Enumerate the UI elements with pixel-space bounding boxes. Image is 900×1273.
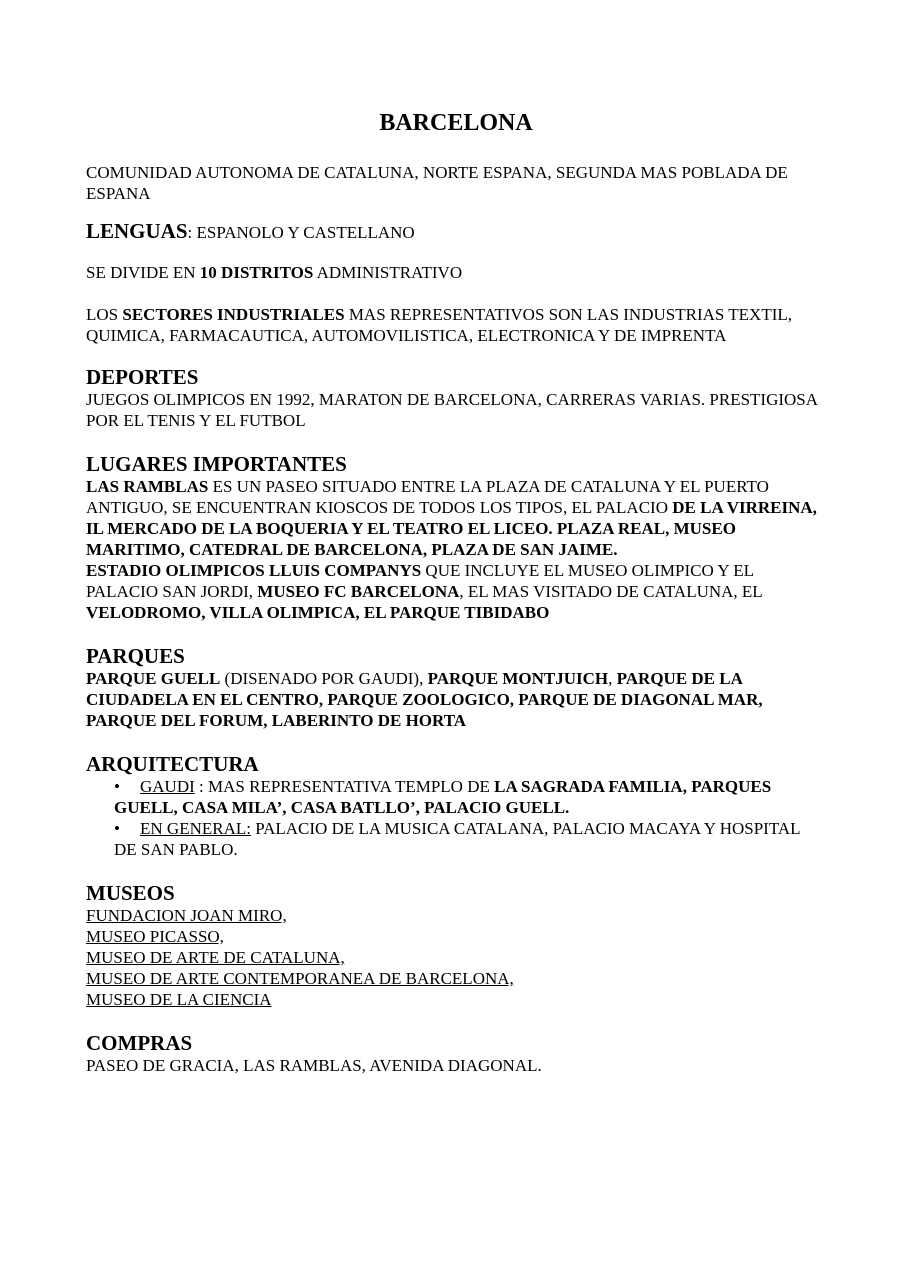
- compras-text: PASEO DE GRACIA, LAS RAMBLAS, AVENIDA DIAGONAL.: [86, 1056, 542, 1075]
- arquitectura-list: [86, 776, 826, 860]
- lugares-heading: LUGARES IMPORTANTES: [86, 452, 347, 476]
- lugares-paragraph-2: [86, 560, 826, 623]
- arquitectura-en-general: EN GENERAL:: [140, 819, 251, 838]
- list-item-text: [114, 818, 826, 860]
- museos-list: [86, 905, 826, 1010]
- lugares-estadio: ESTADIO OLIMPICOS LLUIS COMPANYS: [86, 561, 422, 580]
- document-body: [86, 108, 826, 1076]
- sectores-bold: SECTORES INDUSTRIALES: [122, 305, 345, 324]
- parques-heading: PARQUES: [86, 644, 185, 668]
- arquitectura-i1-bold: LA SAGRADA FAMILIA, PARQUES GUELL, CASA MILA’, CASA BATLLO’, PALACIO GUELL.: [114, 777, 772, 817]
- list-item: MUSEO PICASSO,: [86, 927, 224, 946]
- deportes-text: JUEGOS OLIMPICOS EN 1992, MARATON DE BARCELONA, CARRERAS VARIAS. PRESTIGIOSA POR EL TENIS Y EL FUTBOL: [86, 390, 818, 430]
- arquitectura-gaudi: GAUDI: [140, 777, 195, 796]
- lugares-museo-fc: MUSEO FC BARCELONA: [257, 582, 460, 601]
- lenguas-label: LENGUAS: [86, 219, 188, 243]
- lugares-s1-text: ES UN PASEO SITUADO ENTRE LA PLAZA DE CATALUNA Y EL PUERTO ANTIGUO, SE ENCUENTRAN KIOSCOS DE TODOS LOS TIPOS, EL PALACIO: [86, 477, 769, 517]
- distritos-post: ADMINISTRATIVO: [313, 263, 463, 282]
- list-item: MUSEO DE ARTE CONTEMPORANEA DE BARCELONA,: [86, 969, 514, 988]
- lugares-s2-text2: , EL MAS VISITADO DE CATALUNA, EL: [459, 582, 763, 601]
- list-item-text: [114, 776, 826, 818]
- parques-t2: ,: [608, 669, 617, 688]
- sectores-pre: LOS: [86, 305, 123, 324]
- distritos-paragraph: [86, 262, 826, 283]
- museos-heading: MUSEOS: [86, 881, 175, 905]
- parques-b2: PARQUE MONTJUICH: [427, 669, 609, 688]
- lugares-s2-bold3: VELODROMO, VILLA OLIMPICA, EL PARQUE TIBIDABO: [86, 603, 550, 622]
- parques-t1: (DISENADO POR GAUDI),: [220, 669, 428, 688]
- parques-b3: PARQUE DE LA CIUDADELA EN EL CENTRO, PARQUE ZOOLOGICO, PARQUE DE DIAGONAL MAR, PARQUE DEL FORUM, LABERINTO DE HORTA: [86, 669, 763, 730]
- arquitectura-i2-text: PALACIO DE LA MUSICA CATALANA, PALACIO MACAYA Y HOSPITAL DE SAN PABLO.: [114, 819, 800, 859]
- list-item: MUSEO DE ARTE DE CATALUNA,: [86, 948, 345, 967]
- deportes-heading: DEPORTES: [86, 365, 199, 389]
- parques-b1: PARQUE GUELL: [86, 669, 221, 688]
- sectores-post: MAS REPRESENTATIVOS SON LAS INDUSTRIAS TEXTIL, QUIMICA, FARMACAUTICA, AUTOMOVILISTICA, ELECTRONICA Y DE IMPRENTA: [86, 305, 792, 345]
- lugares-s1-bold2: DE LA VIRREINA, IL MERCADO DE LA BOQUERIA Y EL TEATRO EL LICEO. PLAZA REAL, MUSEO MARITIMO, CATEDRAL DE BARCELONA, PLAZA DE SAN JAIME.: [86, 498, 817, 559]
- lugares-paragraph-1: [86, 476, 826, 560]
- lenguas-paragraph: [86, 221, 826, 243]
- list-item: MUSEO DE LA CIENCIA: [86, 990, 272, 1009]
- list-item: FUNDACION JOAN MIRO,: [86, 906, 287, 925]
- lugares-ramblas: LAS RAMBLAS: [86, 477, 209, 496]
- document-title: BARCELONA: [379, 110, 533, 136]
- intro-paragraph: COMUNIDAD AUTONOMA DE CATALUNA, NORTE ESPANA, SEGUNDA MAS POBLADA DE ESPANA: [86, 163, 788, 203]
- lugares-s2-text: QUE INCLUYE EL MUSEO OLIMPICO Y EL PALACIO SAN JORDI,: [86, 561, 754, 601]
- distritos-pre: SE DIVIDE EN: [86, 263, 200, 282]
- compras-heading: COMPRAS: [86, 1031, 193, 1055]
- bullet-icon: •: [114, 819, 120, 838]
- arquitectura-i1-text: : MAS REPRESENTATIVA TEMPLO DE: [194, 777, 495, 796]
- lenguas-text: : ESPANOLO Y CASTELLANO: [187, 223, 415, 242]
- list-item: [86, 776, 826, 818]
- list-item: [86, 818, 826, 860]
- distritos-bold: 10 DISTRITOS: [199, 263, 314, 282]
- sectores-paragraph: [86, 304, 826, 346]
- parques-paragraph: [86, 668, 826, 731]
- arquitectura-heading: ARQUITECTURA: [86, 752, 259, 776]
- bullet-icon: •: [114, 777, 120, 796]
